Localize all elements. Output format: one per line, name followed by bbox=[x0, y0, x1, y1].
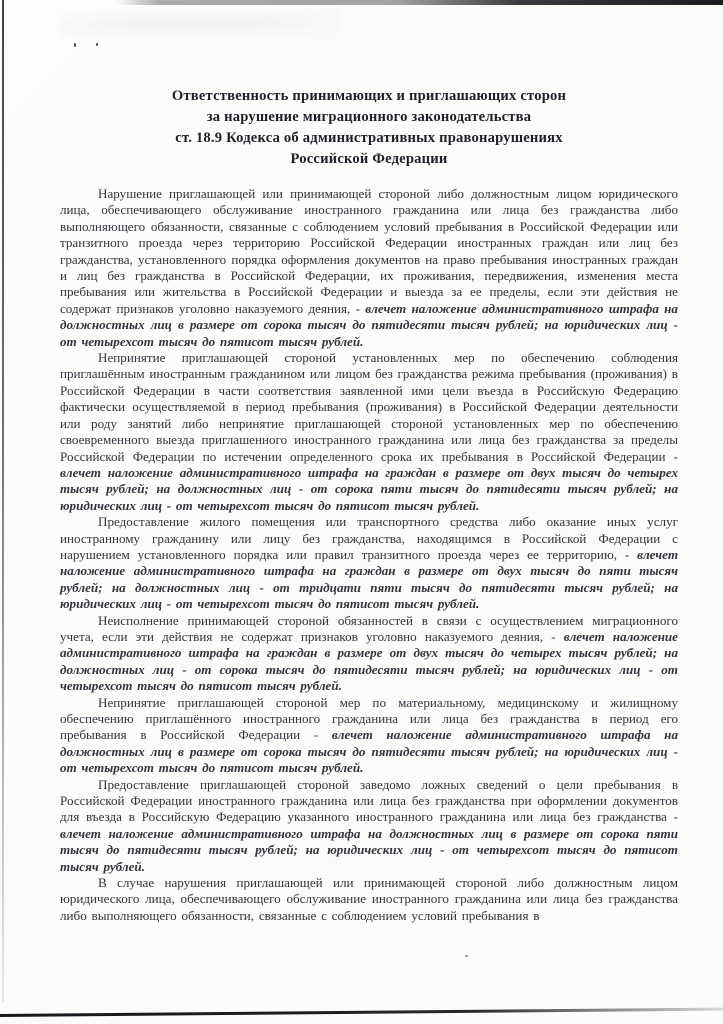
title-line-1: Ответственность принимающих и приглашающих сторон bbox=[171, 88, 567, 104]
paragraph-6-penalty-clause: влечет наложение административного штрафа на должностных лиц в размере от сорока пяти тысяч до пятидесяти тысяч рублей; на юридических лиц - от четырехсот тысяч до пятисот тысяч рублей. bbox=[60, 825, 678, 874]
paragraph-1 bbox=[60, 186, 678, 350]
title-line-2: за нарушение миграционного законодательства bbox=[206, 109, 532, 125]
paragraph-7 bbox=[60, 875, 678, 924]
document-title bbox=[60, 86, 678, 170]
scan-edge-bottom bbox=[0, 1008, 723, 1017]
paragraph-1-text: Нарушение приглашающей или принимающей стороной либо должностным лицом юридического лица, обеспечивающего обслуживание иностранного гражданина или лица без гражданства либо выполняющего обязанности, связанные с соблюдением условий пребывания в Российской Федерации или транзитного проезда через территорию Российской Федерации иностранных граждан или лиц без гражданства, установленного порядка оформления документов на право пребывания иностранных граждан и лиц без гражданства в Российской Федерации, их проживания, передвижения, изменения места пребывания или жительства в Российской Федерации и выезда за ее пределы, если эти действия не содержат признаков уголовно наказуемого деяния, - bbox=[60, 186, 678, 316]
document-body bbox=[60, 86, 678, 924]
title-line-3: ст. 18.9 Кодекса об административных правонарушениях bbox=[175, 130, 563, 146]
paragraph-4-penalty-clause: влечет наложение административного штрафа на граждан в размере от двух тысяч до четырех тысяч рублей; на должностных лиц - от сорока тысяч до пятидесяти тысяч рублей; на юридических лиц - от четырехсот тысяч до пятисот тысяч рублей. bbox=[60, 628, 678, 694]
paragraph-3-penalty-clause: влечет наложение административного штрафа на граждан в размере от двух тысяч до пяти тысяч рублей; на должностных лиц - от тридцати пяти тысяч до пятидесяти тысяч рублей; на юридических лиц - от четырехсот тысяч до пятисот тысяч рублей. bbox=[60, 546, 678, 612]
paragraph-5 bbox=[60, 695, 678, 777]
scan-edge-top bbox=[0, 0, 723, 5]
paragraph-2-penalty-clause: влечет наложение административного штрафа на граждан в размере от двух тысяч до четырех тысяч рублей; на должностных лиц - от сорока пяти тысяч до пятидесяти тысяч рублей; на юридических лиц - от четырехсот тысяч до пятисот тысяч рублей. bbox=[60, 464, 678, 513]
paragraph-1-penalty-clause: влечет наложение административного штрафа на должностных лиц в размере от сорока тысяч до пятидесяти тысяч рублей; на юридических лиц - от четырехсот тысяч до пятисот тысяч рублей. bbox=[60, 300, 678, 349]
scan-speck bbox=[465, 955, 468, 957]
paragraph-6 bbox=[60, 777, 678, 875]
paragraph-2 bbox=[60, 350, 678, 514]
paragraph-6-text: Предоставление приглашающей стороной заведомо ложных сведений о цели пребывания в Российской Федерации иностранного гражданина или лица без гражданства при оформлении документов для въезда в Российскую Федерацию указанного иностранного гражданина или лица без гражданства - bbox=[60, 776, 678, 825]
paragraph-4-text: Неисполнение принимающей стороной обязанностей в связи с осуществлением миграционного учета, если эти действия не содержат признаков уголовно наказуемого деяния, - bbox=[60, 612, 678, 644]
scan-speck bbox=[96, 43, 98, 46]
scan-edge-left bbox=[2, 0, 4, 1002]
paragraph-2-text: Непринятие приглашающей стороной установленных мер по обеспечению соблюдения приглашённым иностранным гражданином или лицом без гражданства режима пребывания (проживания) в Российской Федерации в части соответствия заявленной ими цели въезда в Российскую Федерацию фактически осуществляемой в период пребывания (проживания) в Российской Федерации деятельности или роду занятий либо непринятие приглашающей стороной установленных мер по обеспечению своевременного выезда приглашенного иностранного гражданина или лица без гражданства за пределы Российской Федерации по истечении определенного срока их пребывания в Российской Федерации - bbox=[60, 350, 678, 464]
paragraph-5-penalty-clause: влечет наложение административного штрафа на должностных лиц в размере от сорока тысяч до пятидесяти тысяч рублей; на юридических лиц - от четырехсот тысяч до пятисот тысяч рублей. bbox=[60, 727, 678, 776]
paragraph-7-text: В случае нарушения приглашающей или принимающей стороной либо должностным лицом юридического лица, обеспечивающего обслуживание иностранного гражданина или лица без гражданства либо выполняющего обязанности, связанные с соблюдением условий пребывания в bbox=[60, 875, 678, 923]
scan-speck bbox=[74, 43, 76, 47]
paragraph-3 bbox=[60, 514, 678, 612]
paragraph-4 bbox=[60, 613, 678, 695]
paragraph-5-text: Непринятие приглашающей стороной мер по материальному, медицинскому и жилищному обеспечению приглашённого иностранного гражданина или лица без гражданства в период его пребывания в Российской Федерации - bbox=[60, 694, 678, 743]
article-text bbox=[60, 186, 678, 924]
title-line-4: Российской Федерации bbox=[290, 151, 448, 167]
scan-noise-smudge bbox=[60, 8, 340, 42]
paragraph-3-text: Предоставление жилого помещения или транспортного средства либо оказание иных услуг иностранному гражданину или лицу без гражданства, находящимся в Российской Федерации с нарушением установленного порядка или правил транзитного проезда через ее территорию, - bbox=[60, 514, 678, 562]
